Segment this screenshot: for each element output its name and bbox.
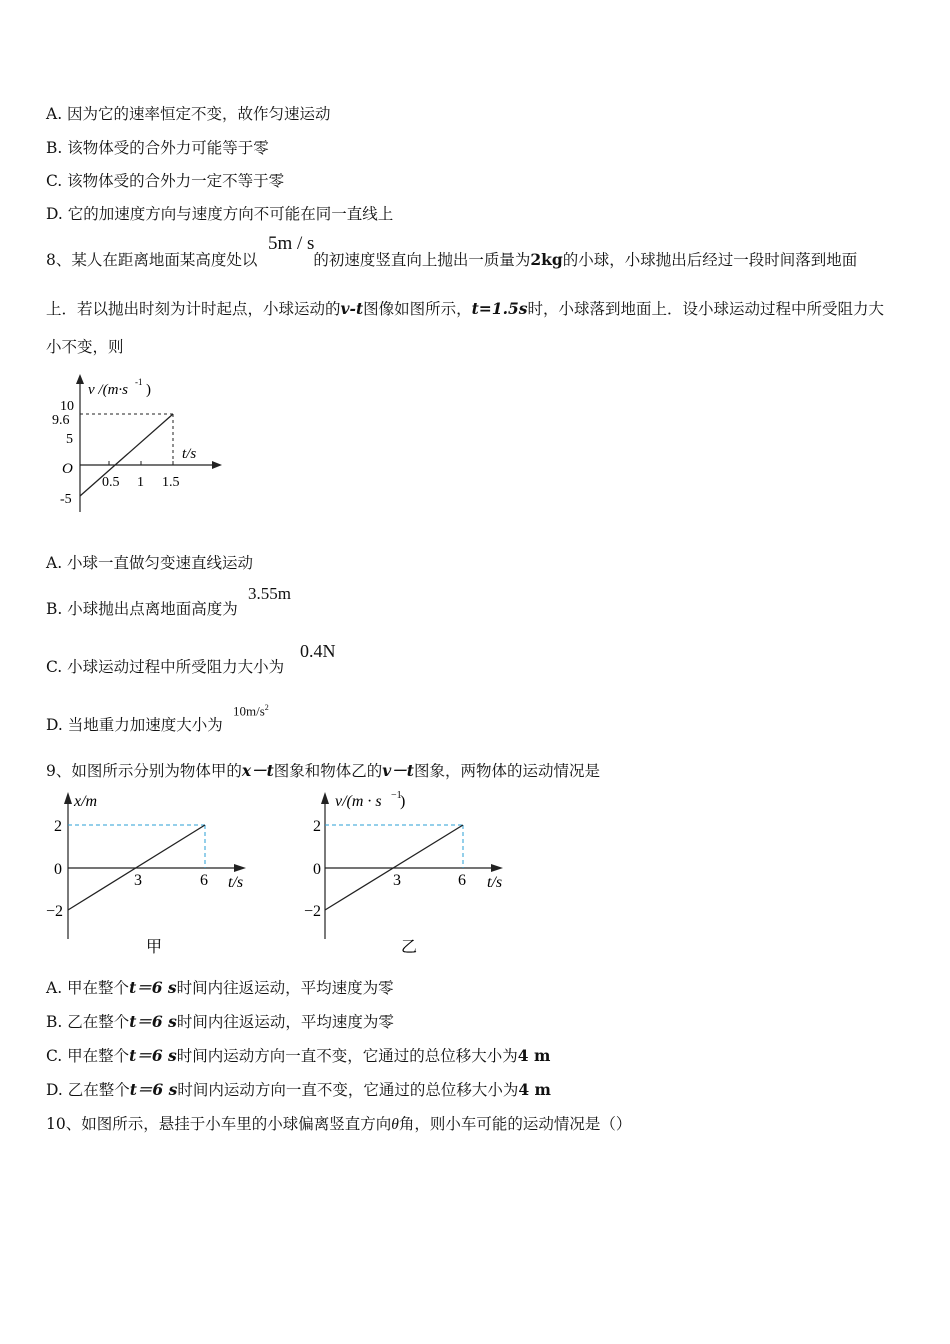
q9-option-d-text-2: 时间内运动方向一直不变，它通过的总位移大小为 <box>177 1081 519 1099</box>
q9-option-d-displacement: 4 m <box>518 1080 551 1099</box>
q8-stem-text-1a: 8、某人在距离地面某高度处以 <box>46 251 258 269</box>
q8-stem-line2 <box>46 297 884 319</box>
q7-option-a: A. 因为它的速率恒定不变，故作匀速运动 <box>46 105 331 123</box>
q8-option-c-value: 0.4N <box>300 641 336 661</box>
q9-yi-ytick-minus2: −2 <box>304 903 322 920</box>
q8-stem-line1 <box>46 248 857 270</box>
q9-option-d <box>46 1078 551 1100</box>
q8-graph-ylabel-end: ) <box>146 382 151 398</box>
q9-option-b-text-1: B. 乙在整个 <box>46 1013 130 1031</box>
q9-yi-ylabel: v/(m · s <box>335 793 382 810</box>
q9-option-a <box>46 976 394 998</box>
q8-stem-text-1c: 的小球，小球抛出后经过一段时间落到地面 <box>562 251 858 269</box>
q9-vt-label: v－t <box>382 761 414 780</box>
q9-yi-xtick-6: 6 <box>458 872 466 889</box>
q8-graph-ylabel: v /(m·s <box>88 382 128 398</box>
q8-vt-graph <box>46 372 226 522</box>
q9-jia-xtick-6: 6 <box>200 872 208 889</box>
q9-yi-ytick-0: 0 <box>313 861 321 878</box>
q8-time: t=1.5s <box>471 299 528 318</box>
q9-jia-ytick-0: 0 <box>54 861 62 878</box>
q9-jia-xtick-3: 3 <box>134 872 142 889</box>
q9-jia-ylabel: x/m <box>74 793 98 810</box>
q8-xtick-1: 1 <box>137 475 144 490</box>
q8-ytick-minus5: -5 <box>60 492 72 507</box>
q9-graph-jia <box>46 786 266 961</box>
q9-stem-text-c: 图象，两物体的运动情况是 <box>413 762 600 780</box>
q9-option-c <box>46 1044 550 1066</box>
q8-option-c: C. 小球运动过程中所受阻力大小为 <box>46 658 285 676</box>
q9-xt-label: x－t <box>241 761 274 780</box>
q9-option-a-text-1: A. 甲在整个 <box>46 979 130 997</box>
q9-jia-ytick-minus2: −2 <box>46 903 64 920</box>
q8-origin-label: O <box>62 461 73 477</box>
q9-stem-text-b: 图象和物体乙的 <box>273 762 383 780</box>
q10-stem <box>46 1112 631 1134</box>
q10-stem-text-a: 10、如图所示，悬挂于小车里的小球偏离竖直方向 <box>46 1115 392 1133</box>
q9-option-a-time: t＝6 s <box>129 978 177 997</box>
q9-option-d-time: t＝6 s <box>129 1080 178 1099</box>
q9-stem <box>46 759 600 781</box>
q9-option-c-text-2: 时间内运动方向一直不变，它通过的总位移大小为 <box>176 1047 518 1065</box>
q9-option-c-displacement: 4 m <box>517 1046 551 1065</box>
q9-yi-caption: 乙 <box>401 939 418 956</box>
q9-yi-ytick-2: 2 <box>313 818 321 835</box>
q8-stem-line3: 小不变，则 <box>46 338 124 356</box>
q9-option-c-time: t＝6 s <box>129 1046 177 1065</box>
q8-option-d: D. 当地重力加速度大小为 <box>46 716 223 734</box>
q7-option-d: D. 它的加速度方向与速度方向不可能在同一直线上 <box>46 205 394 223</box>
q10-stem-text-b: 角，则小车可能的运动情况是（） <box>398 1115 632 1133</box>
q9-jia-xlabel: t/s <box>228 874 244 891</box>
q8-ytick-10: 10 <box>60 399 74 414</box>
q8-option-a: A. 小球一直做匀变速直线运动 <box>46 554 254 572</box>
q8-option-d-value-text: 10m/s <box>233 703 265 719</box>
q9-jia-ytick-2: 2 <box>54 818 62 835</box>
q9-stem-text-a: 9、如图所示分别为物体甲的 <box>46 762 242 780</box>
q7-option-c: C. 该物体受的合外力一定不等于零 <box>46 172 285 190</box>
q8-xtick-0-5: 0.5 <box>102 475 120 490</box>
q8-mass: 2kg <box>530 250 563 269</box>
q9-yi-ylabel-exponent: −1 <box>391 790 402 801</box>
q8-stem-text-2a: 上．若以抛出时刻为计时起点，小球运动的 <box>46 300 341 318</box>
q9-yi-ylabel-end: ) <box>400 793 406 810</box>
q8-option-b: B. 小球抛出点离地面高度为 <box>46 600 238 618</box>
q9-option-b-text-2: 时间内往返运动，平均速度为零 <box>176 1013 394 1031</box>
q10-theta: θ <box>391 1116 399 1133</box>
q8-xtick-1-5: 1.5 <box>162 475 180 490</box>
q8-ytick-5: 5 <box>66 432 73 447</box>
q8-option-b-value: 3.55m <box>248 584 291 603</box>
q8-option-d-exponent: 2 <box>264 703 269 712</box>
q8-graph-ylabel-exponent: -1 <box>135 377 143 387</box>
q8-initial-speed: 5m / s <box>268 233 315 254</box>
q7-option-b: B. 该物体受的合外力可能等于零 <box>46 139 269 157</box>
q8-option-d-value <box>233 703 269 719</box>
q8-stem-text-2b: 图像如图所示， <box>363 300 472 318</box>
q8-ytick-9-6: 9.6 <box>52 413 70 428</box>
q9-graph-yi <box>303 786 523 961</box>
q9-option-c-text-1: C. 甲在整个 <box>46 1047 130 1065</box>
q9-option-b <box>46 1010 394 1032</box>
q8-stem-text-2c: 时，小球落到地面上．设小球运动过程中所受阻力大 <box>527 300 884 318</box>
q9-jia-caption: 甲 <box>146 939 163 956</box>
q8-vt-label: v-t <box>340 299 364 318</box>
q9-option-a-text-2: 时间内往返运动，平均速度为零 <box>176 979 394 997</box>
q9-option-b-time: t＝6 s <box>129 1012 177 1031</box>
q9-yi-xlabel: t/s <box>487 874 503 891</box>
q8-stem-text-1b: 的初速度竖直向上抛出一质量为 <box>313 251 531 269</box>
q8-graph-xlabel: t/s <box>182 446 197 462</box>
q9-option-d-text-1: D. 乙在整个 <box>46 1081 130 1099</box>
q9-yi-xtick-3: 3 <box>393 872 401 889</box>
